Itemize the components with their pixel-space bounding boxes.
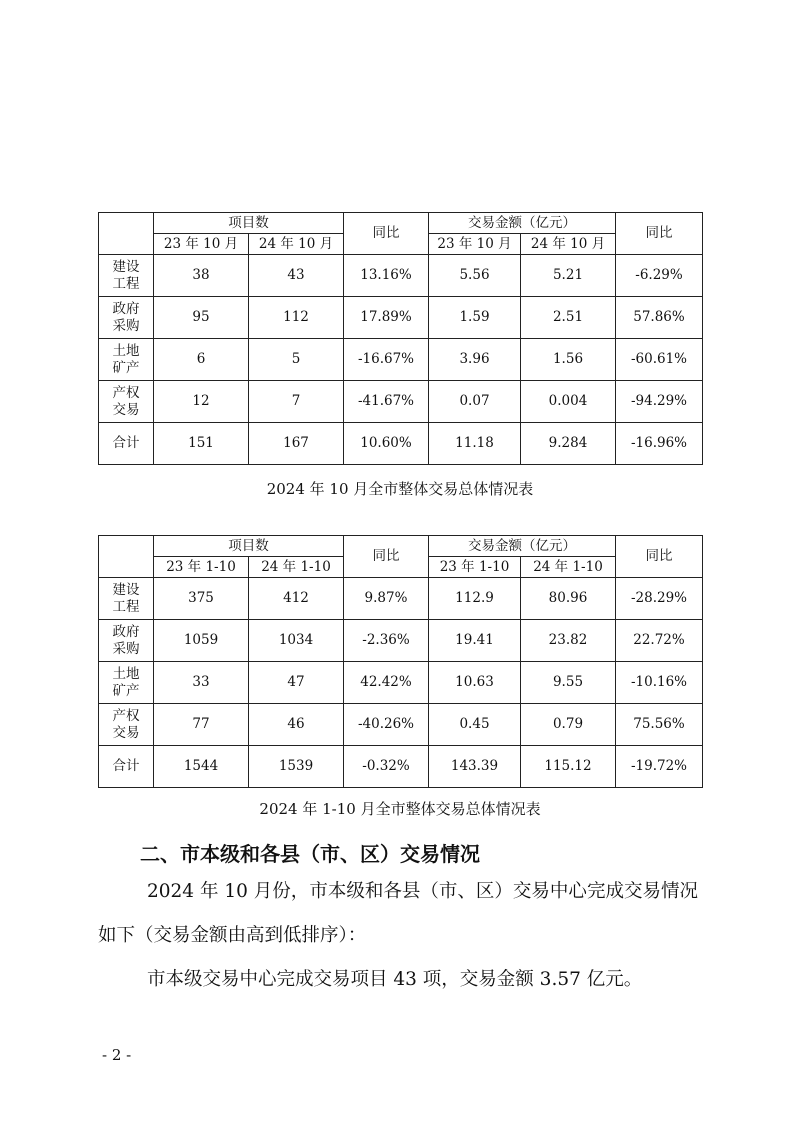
curr-count-cell: 5 <box>249 339 344 381</box>
category-line1: 建设 <box>112 581 140 598</box>
curr-amount-cell: 5.21 <box>521 255 616 297</box>
table-total-row <box>99 423 703 465</box>
header-blank-cell <box>99 213 154 255</box>
category-line2: 交易 <box>112 724 140 741</box>
category-line2: 采购 <box>112 640 140 657</box>
prev-count-cell: 6 <box>154 339 249 381</box>
table-row <box>99 578 703 620</box>
page-number: - 2 - <box>102 1046 132 1064</box>
table-row <box>99 620 703 662</box>
count-yoy-cell: 9.87% <box>344 578 429 620</box>
prev-amount-cell: 3.96 <box>429 339 521 381</box>
curr-count-cell: 46 <box>249 704 344 746</box>
subheader-prev-count: 23 年 10 月 <box>154 234 249 255</box>
curr-count-cell: 47 <box>249 662 344 704</box>
category-line2: 矿产 <box>112 682 140 699</box>
table-row <box>99 662 703 704</box>
category-cell <box>99 620 154 662</box>
subheader-prev-count: 23 年 1-10 <box>154 557 249 578</box>
section-heading: 二、市本级和各县（市、区）交易情况 <box>140 842 480 866</box>
curr-count-cell: 43 <box>249 255 344 297</box>
table2-caption: 2024 年 1-10 月全市整体交易总体情况表 <box>259 800 541 818</box>
prev-count-cell: 33 <box>154 662 249 704</box>
amount-yoy-cell: -60.61% <box>616 339 703 381</box>
prev-amount-cell: 10.63 <box>429 662 521 704</box>
amount-yoy-cell: 22.72% <box>616 620 703 662</box>
prev-count-cell: 1059 <box>154 620 249 662</box>
curr-amount-cell: 0.004 <box>521 381 616 423</box>
total-curr-count-cell: 167 <box>249 423 344 465</box>
monthly-summary-table <box>98 212 703 465</box>
header-count-yoy: 同比 <box>344 536 429 578</box>
category-line1: 建设 <box>112 258 140 275</box>
subheader-curr-amount: 24 年 10 月 <box>521 234 616 255</box>
total-curr-amount-cell: 115.12 <box>521 746 616 788</box>
prev-count-cell: 95 <box>154 297 249 339</box>
curr-count-cell: 112 <box>249 297 344 339</box>
prev-count-cell: 77 <box>154 704 249 746</box>
cumulative-summary-table <box>98 535 703 788</box>
prev-amount-cell: 0.07 <box>429 381 521 423</box>
body-paragraph: 2024 年 10 月份，市本级和各县（市、区）交易中心完成交易情况如下（交易金额由高到低排序）： <box>98 881 698 946</box>
total-amount-yoy-cell: -16.96% <box>616 423 703 465</box>
curr-amount-cell: 2.51 <box>521 297 616 339</box>
category-cell <box>99 381 154 423</box>
body-paragraph: 市本级交易中心完成交易项目 43 项，交易金额 3.57 亿元。 <box>147 969 643 990</box>
count-yoy-cell: -41.67% <box>344 381 429 423</box>
count-yoy-cell: -2.36% <box>344 620 429 662</box>
total-label-cell: 合计 <box>99 423 154 465</box>
category-line1: 政府 <box>112 623 140 640</box>
category-line1: 产权 <box>112 384 140 401</box>
category-line1: 土地 <box>112 342 140 359</box>
total-prev-count-cell: 1544 <box>154 746 249 788</box>
table-header-row <box>99 536 703 557</box>
category-line1: 土地 <box>112 665 140 682</box>
table-row <box>99 297 703 339</box>
subheader-curr-amount: 24 年 1-10 <box>521 557 616 578</box>
curr-amount-cell: 23.82 <box>521 620 616 662</box>
category-line1: 政府 <box>112 300 140 317</box>
table1-caption: 2024 年 10 月全市整体交易总体情况表 <box>266 480 534 498</box>
amount-yoy-cell: -94.29% <box>616 381 703 423</box>
prev-amount-cell: 1.59 <box>429 297 521 339</box>
header-count-yoy: 同比 <box>344 213 429 255</box>
curr-amount-cell: 9.55 <box>521 662 616 704</box>
prev-amount-cell: 19.41 <box>429 620 521 662</box>
category-cell <box>99 255 154 297</box>
table-total-row <box>99 746 703 788</box>
amount-yoy-cell: 75.56% <box>616 704 703 746</box>
table-row <box>99 704 703 746</box>
category-cell <box>99 339 154 381</box>
prev-amount-cell: 0.45 <box>429 704 521 746</box>
header-project-count: 项目数 <box>154 213 344 234</box>
curr-amount-cell: 80.96 <box>521 578 616 620</box>
header-amount: 交易金额（亿元） <box>429 536 616 557</box>
category-line1: 产权 <box>112 707 140 724</box>
prev-count-cell: 12 <box>154 381 249 423</box>
table-row <box>99 255 703 297</box>
count-yoy-cell: 42.42% <box>344 662 429 704</box>
subheader-curr-count: 24 年 10 月 <box>249 234 344 255</box>
total-prev-amount-cell: 143.39 <box>429 746 521 788</box>
header-amount: 交易金额（亿元） <box>429 213 616 234</box>
category-cell <box>99 578 154 620</box>
curr-count-cell: 1034 <box>249 620 344 662</box>
amount-yoy-cell: 57.86% <box>616 297 703 339</box>
category-cell <box>99 297 154 339</box>
category-line2: 工程 <box>112 275 140 292</box>
prev-count-cell: 375 <box>154 578 249 620</box>
subheader-prev-amount: 23 年 10 月 <box>429 234 521 255</box>
header-amount-yoy: 同比 <box>616 213 703 255</box>
table-row <box>99 381 703 423</box>
amount-yoy-cell: -6.29% <box>616 255 703 297</box>
total-count-yoy-cell: -0.32% <box>344 746 429 788</box>
count-yoy-cell: -40.26% <box>344 704 429 746</box>
header-blank-cell <box>99 536 154 578</box>
table-row <box>99 339 703 381</box>
curr-amount-cell: 0.79 <box>521 704 616 746</box>
count-yoy-cell: 17.89% <box>344 297 429 339</box>
category-line2: 交易 <box>112 401 140 418</box>
category-cell <box>99 662 154 704</box>
curr-count-cell: 7 <box>249 381 344 423</box>
subheader-prev-amount: 23 年 1-10 <box>429 557 521 578</box>
category-cell <box>99 704 154 746</box>
curr-count-cell: 412 <box>249 578 344 620</box>
total-prev-count-cell: 151 <box>154 423 249 465</box>
category-line2: 采购 <box>112 317 140 334</box>
header-amount-yoy: 同比 <box>616 536 703 578</box>
subheader-curr-count: 24 年 1-10 <box>249 557 344 578</box>
total-prev-amount-cell: 11.18 <box>429 423 521 465</box>
category-line2: 工程 <box>112 598 140 615</box>
total-curr-count-cell: 1539 <box>249 746 344 788</box>
category-line2: 矿产 <box>112 359 140 376</box>
prev-count-cell: 38 <box>154 255 249 297</box>
amount-yoy-cell: -28.29% <box>616 578 703 620</box>
prev-amount-cell: 112.9 <box>429 578 521 620</box>
count-yoy-cell: -16.67% <box>344 339 429 381</box>
amount-yoy-cell: -10.16% <box>616 662 703 704</box>
prev-amount-cell: 5.56 <box>429 255 521 297</box>
curr-amount-cell: 1.56 <box>521 339 616 381</box>
count-yoy-cell: 13.16% <box>344 255 429 297</box>
header-project-count: 项目数 <box>154 536 344 557</box>
total-curr-amount-cell: 9.284 <box>521 423 616 465</box>
table-header-row <box>99 213 703 234</box>
total-amount-yoy-cell: -19.72% <box>616 746 703 788</box>
total-label-cell: 合计 <box>99 746 154 788</box>
total-count-yoy-cell: 10.60% <box>344 423 429 465</box>
